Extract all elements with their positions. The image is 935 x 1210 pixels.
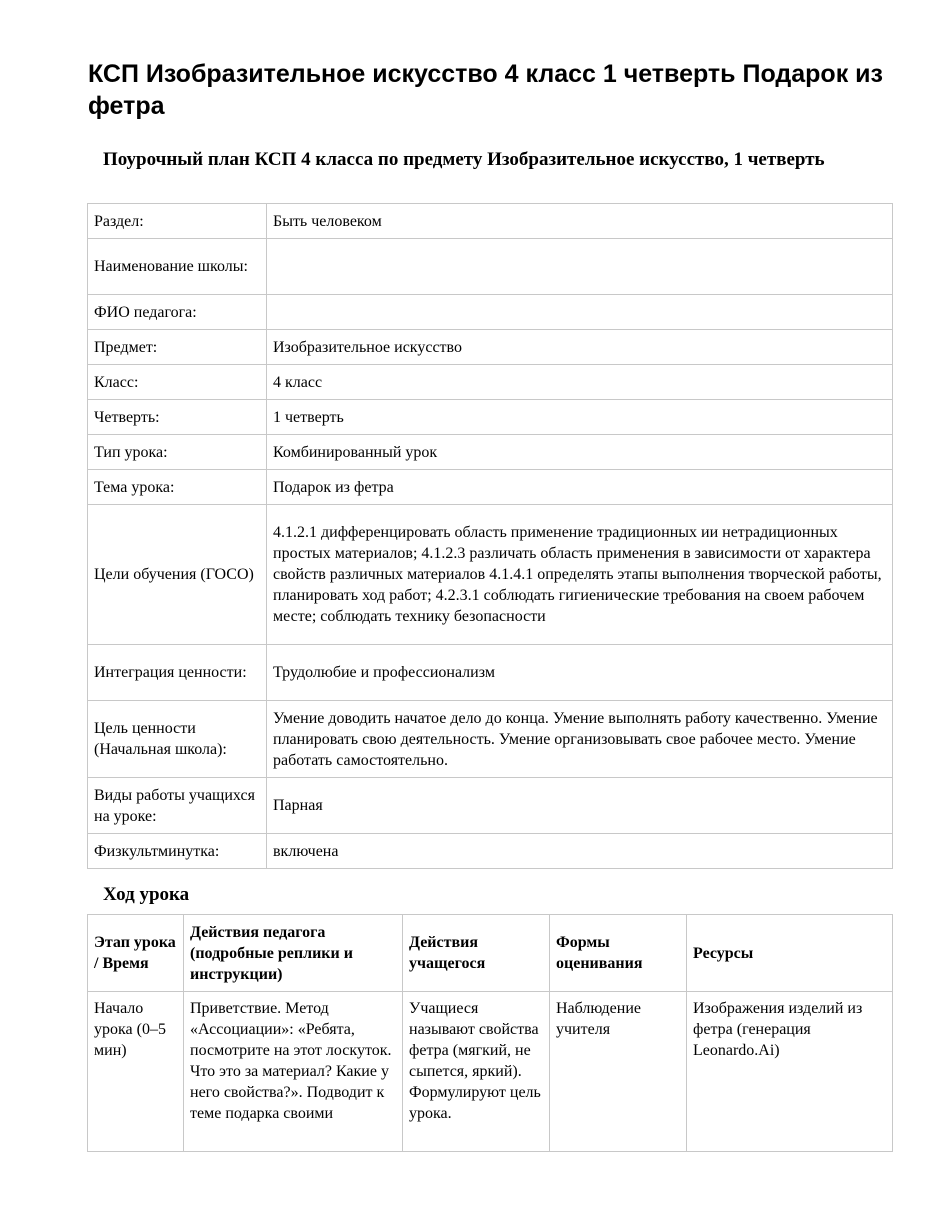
info-label-work-types: Виды работы учащихся на уроке: (88, 778, 267, 834)
table-row (88, 330, 893, 365)
info-label-lesson-type: Тип урока: (88, 435, 267, 470)
info-label-subject: Предмет: (88, 330, 267, 365)
table-row (88, 400, 893, 435)
info-label-value-goal: Цель ценности (Начальная школа): (88, 701, 267, 778)
table-row (88, 435, 893, 470)
table-row (88, 295, 893, 330)
info-value-physical-break: включена (267, 834, 893, 869)
info-label-grade: Класс: (88, 365, 267, 400)
info-label-physical-break: Физкультминутка: (88, 834, 267, 869)
lesson-progress-heading: Ход урока (103, 884, 190, 905)
table-row (88, 239, 893, 295)
info-label-teacher: ФИО педагога: (88, 295, 267, 330)
lesson-progress-table (87, 914, 893, 1152)
table-row (88, 834, 893, 869)
cell-resources: Изображения изделий из фетра (генерация Leonardo.Ai) (687, 992, 893, 1152)
column-header-teacher-actions: Действия педагога (подробные реплики и инструкции) (184, 915, 403, 992)
info-value-lesson-type: Комбинированный урок (267, 435, 893, 470)
table-row (88, 645, 893, 701)
column-header-stage: Этап урока / Время (88, 915, 184, 992)
lesson-info-table (87, 203, 893, 869)
info-value-learning-goals: 4.1.2.1 дифференцировать область применение традиционных ии нетрадиционных простых материалов; 4.1.2.3 различать область применения в зависимости от характера свойств различных материалов 4.1.4.1 определять этапы выполнения творческой работы, планировать ход работ; 4.2.3.1 соблюдать гигиенические требования на своем рабочем месте; соблюдать технику безопасности (267, 505, 893, 645)
cell-assessment: Наблюдение учителя (550, 992, 687, 1152)
info-label-quarter: Четверть: (88, 400, 267, 435)
cell-stage: Начало урока (0–5 мин) (88, 992, 184, 1152)
column-header-assessment: Формы оценивания (550, 915, 687, 992)
info-value-section: Быть человеком (267, 204, 893, 239)
cell-teacher-actions: Приветствие. Метод «Ассоциации»: «Ребята, посмотрите на этот лоскуток. Что это за материал? Какие у него свойства?». Подводит к теме подарка своими (184, 992, 403, 1152)
info-value-work-types: Парная (267, 778, 893, 834)
info-label-learning-goals: Цели обучения (ГОСО) (88, 505, 267, 645)
column-header-resources: Ресурсы (687, 915, 893, 992)
info-value-subject: Изобразительное искусство (267, 330, 893, 365)
table-row (88, 778, 893, 834)
info-value-value-goal: Умение доводить начатое дело до конца. Умение выполнять работу качественно. Умение планировать свою деятельность. Умение организовывать свое рабочее место. Умение работать самостоятельно. (267, 701, 893, 778)
info-value-quarter: 1 четверть (267, 400, 893, 435)
table-row (88, 701, 893, 778)
table-header-row (88, 915, 893, 992)
table-row (88, 992, 893, 1152)
info-value-value-integration: Трудолюбие и профессионализм (267, 645, 893, 701)
document-title: КСП Изобразительное искусство 4 класс 1 четверть Подарок из фетра (88, 60, 883, 120)
column-header-student-actions: Действия учащегося (403, 915, 550, 992)
info-label-section: Раздел: (88, 204, 267, 239)
table-row (88, 505, 893, 645)
plan-subtitle: Поурочный план КСП 4 класса по предмету Изобразительное искусство, 1 четверть (103, 149, 825, 170)
info-label-school: Наименование школы: (88, 239, 267, 295)
cell-student-actions: Учащиеся называют свойства фетра (мягкий, не сыпется, яркий). Формулируют цель урока. (403, 992, 550, 1152)
info-label-value-integration: Интеграция ценности: (88, 645, 267, 701)
info-value-lesson-topic: Подарок из фетра (267, 470, 893, 505)
table-row (88, 204, 893, 239)
table-row (88, 365, 893, 400)
table-row (88, 470, 893, 505)
info-value-teacher (267, 295, 893, 330)
info-value-school (267, 239, 893, 295)
info-value-grade: 4 класс (267, 365, 893, 400)
info-label-lesson-topic: Тема урока: (88, 470, 267, 505)
